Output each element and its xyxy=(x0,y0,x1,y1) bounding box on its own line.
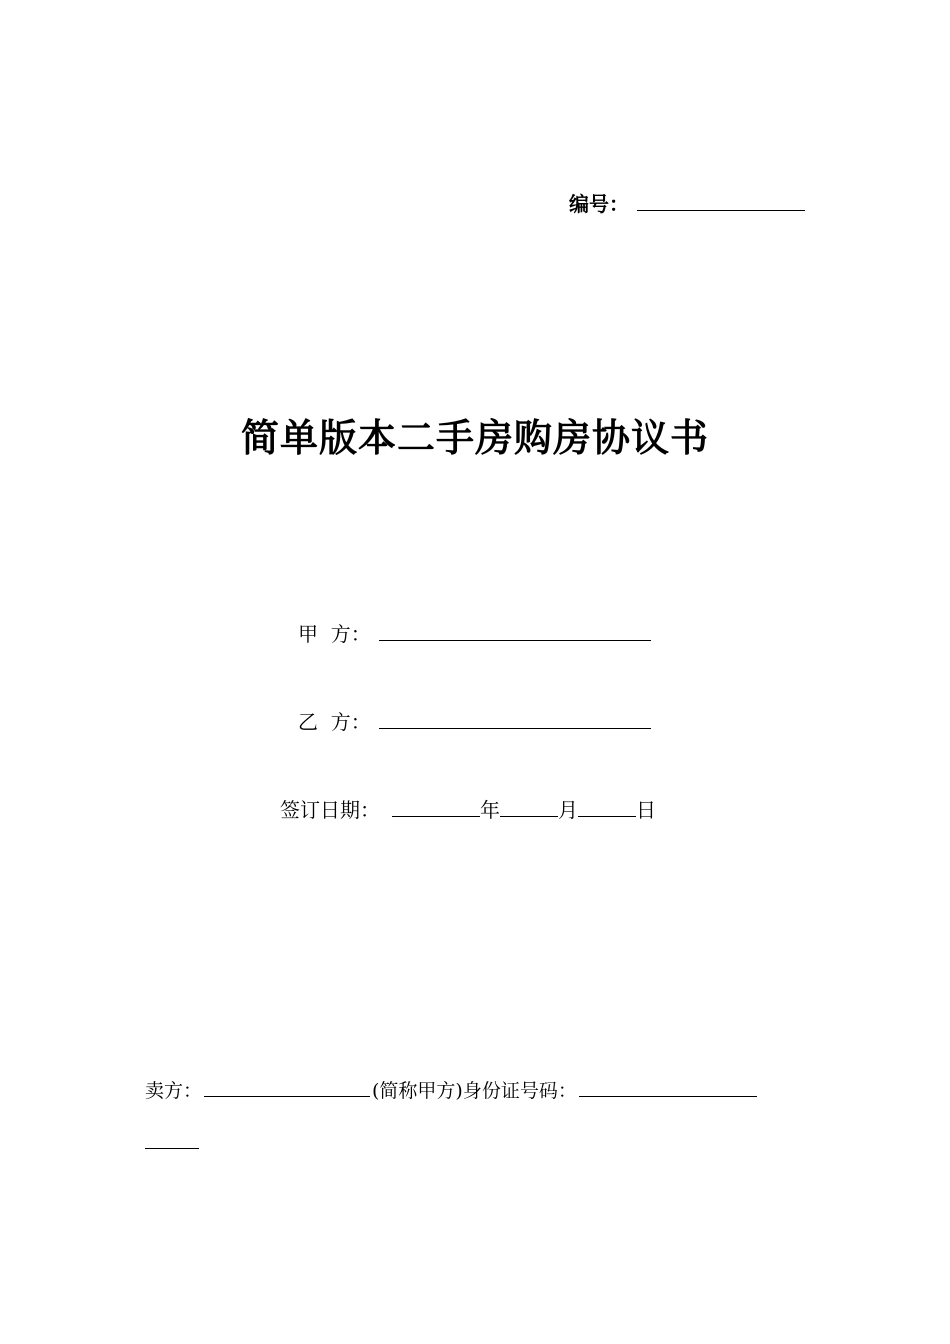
seller-label: 卖方： xyxy=(145,1080,203,1102)
sign-date-line xyxy=(280,796,656,824)
day-blank[interactable] xyxy=(578,816,636,817)
document-number-label: 编号： xyxy=(569,192,629,216)
year-blank[interactable] xyxy=(392,816,480,817)
seller-id-blank-continued[interactable] xyxy=(145,1130,199,1149)
document-number xyxy=(569,190,805,218)
party-a-blank[interactable] xyxy=(379,640,651,641)
seller-line xyxy=(145,1077,757,1105)
page-title: 简单版本二手房购房协议书 xyxy=(240,416,709,460)
party-b-label: 乙 方： xyxy=(298,710,371,734)
seller-id-blank[interactable] xyxy=(579,1096,757,1097)
party-a-label: 甲 方： xyxy=(298,622,371,646)
party-a-line xyxy=(298,620,651,648)
day-label: 日 xyxy=(636,798,656,822)
seller-id-label: 身份证号码： xyxy=(462,1080,577,1102)
party-b-blank[interactable] xyxy=(379,728,651,729)
seller-name-blank[interactable] xyxy=(204,1096,370,1097)
seller-abbrev: (简称甲方) xyxy=(372,1080,463,1102)
party-b-line xyxy=(298,708,651,736)
month-blank[interactable] xyxy=(500,816,558,817)
month-label: 月 xyxy=(558,798,578,822)
document-number-blank[interactable] xyxy=(637,210,805,211)
year-label: 年 xyxy=(480,798,500,822)
sign-date-label: 签订日期： xyxy=(280,798,380,822)
